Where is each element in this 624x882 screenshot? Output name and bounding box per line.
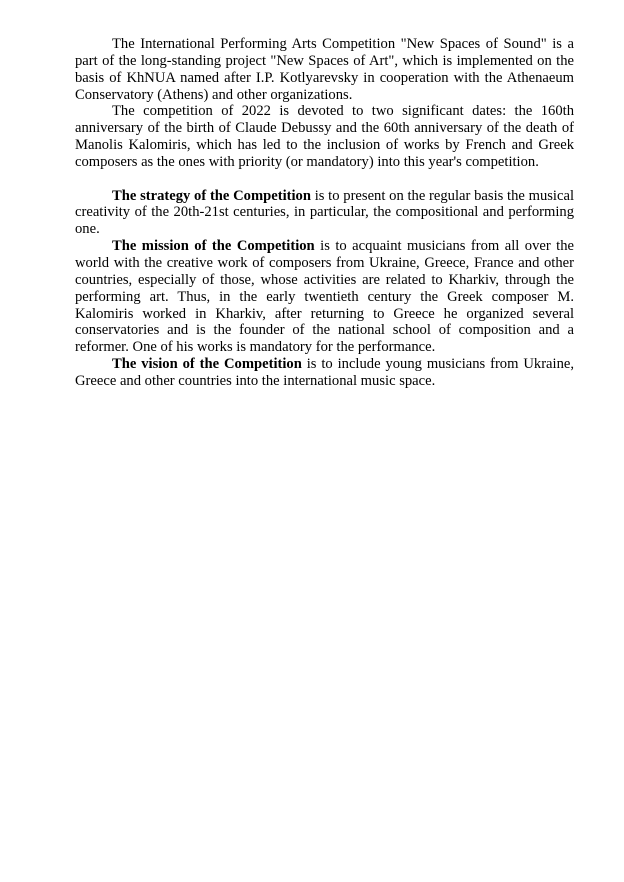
- strategy-text: is to present on the regular basis the musical creativity of the 20th-21st centuries, in particular, the compositional and performing one.: [75, 187, 574, 238]
- paragraph-vision: [75, 356, 574, 390]
- mission-text: is to acquaint musicians from all over the world with the creative work of composers from Ukraine, Greece, France and other countries, especially of those, whose activities are related to Kharkiv, through the performing art. Thus, in the early twentieth century the Greek composer M. Kalomiris worked in Kharkiv, after returning to Greece he organized several conservatories and is the founder of the national school of composition and a reformer. One of his works is mandatory for the performance.: [75, 238, 574, 356]
- vision-text: is to include young musicians from Ukraine, Greece and other countries into the international music space.: [75, 356, 575, 389]
- paragraph-intro: The International Performing Arts Competition "New Spaces of Sound" is a part of the long-standing project "New Spaces of Art", which is implemented on the basis of KhNUA named after I.P. Kotlyarevsky in cooperation with the Athenaeum Conservatory (Athens) and other organizations.: [75, 36, 574, 103]
- document-body: [75, 36, 574, 390]
- vision-heading: The vision of the Competition: [112, 356, 302, 373]
- paragraph-competition-2022: The competition of 2022 is devoted to two significant dates: the 160th anniversary of the birth of Claude Debussy and the 60th anniversary of the death of Manolis Kalomiris, which has led to the inclusion of works by French and Greek composers as the ones with priority (or mandatory) into this year's competition.: [75, 103, 574, 170]
- paragraph-strategy: [75, 188, 574, 239]
- paragraph-gap: [75, 171, 574, 188]
- paragraph-mission: [75, 238, 574, 356]
- strategy-heading: The strategy of the Competition: [112, 187, 311, 204]
- mission-heading: The mission of the Competition: [112, 238, 315, 255]
